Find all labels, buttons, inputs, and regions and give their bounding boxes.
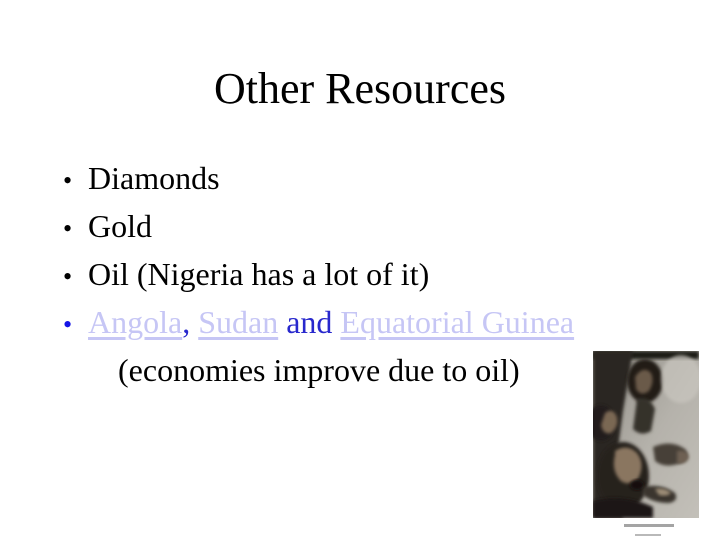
- list-item: [63, 254, 623, 297]
- subline-text: (economies improve due to oil): [118, 352, 520, 388]
- link-angola[interactable]: Angola: [88, 304, 183, 340]
- photo-caption-mark: [624, 524, 674, 527]
- bullet-text-oil: Oil (Nigeria has a lot of it): [88, 256, 430, 292]
- children-looking-up-photo: [593, 351, 699, 518]
- bullet-text-gold: Gold: [88, 208, 152, 244]
- bullet-icon: •: [63, 214, 73, 243]
- photo-caption-mark-small: [635, 534, 661, 536]
- list-item-links: [63, 302, 623, 345]
- bullet-icon: •: [63, 166, 73, 195]
- bullet-text-diamonds: Diamonds: [88, 160, 220, 196]
- link-equatorial-guinea[interactable]: Equatorial Guinea: [340, 304, 575, 340]
- separator-comma: ,: [182, 304, 199, 340]
- indent-spacer: [63, 350, 118, 390]
- list-item: [63, 206, 623, 249]
- bullet-icon: •: [63, 262, 73, 291]
- separator-and: and: [278, 304, 341, 340]
- bullet-icon-blue: •: [63, 310, 73, 339]
- bullet-list: [63, 158, 623, 390]
- photo-print-frame: [583, 340, 720, 540]
- slide-title: Other Resources: [213, 64, 506, 113]
- list-item: [63, 158, 623, 201]
- links-line: [88, 302, 574, 342]
- link-sudan[interactable]: Sudan: [198, 304, 279, 340]
- sub-line-row: [63, 350, 623, 390]
